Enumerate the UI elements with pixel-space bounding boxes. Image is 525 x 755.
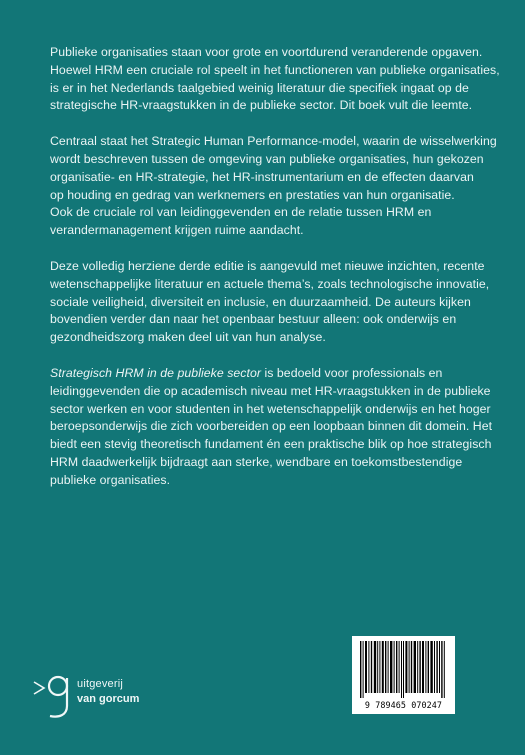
text-line: leidinggevenden die op academisch niveau met HR-vraagstukken in de publieke bbox=[50, 383, 491, 398]
publisher-name-bottom: van gorcum bbox=[77, 693, 140, 705]
text-line: HRM daadwerkelijk bijdraagt aan sterke, wendbare en toekomstbestendige bbox=[50, 454, 463, 469]
text-line: is er in het Nederlands taalgebied weinig literatuur die specifiek ingaat op de bbox=[50, 80, 469, 95]
text-line: sociale veiligheid, diversiteit en inclusie, en duurzaamheid. De auteurs kijken bbox=[50, 294, 471, 309]
vg-logo-icon bbox=[32, 672, 76, 720]
text-line: organisatie- en HR-strategie, het HR-instrumentarium en de effecten daarvan bbox=[50, 169, 474, 184]
text-line: biedt een stevig theoretisch fundament én een praktische blik op hoe strategisch bbox=[50, 437, 492, 452]
publisher-name-top: uitgeverij bbox=[77, 678, 124, 690]
text-line: beroepsonderwijs die zich voorbereiden op een loopbaan binnen dit domein. Het bbox=[50, 419, 493, 434]
text-line: bovendien verder dan naar het openbaar bestuur alleen: ook onderwijs en bbox=[50, 312, 457, 327]
paragraph-edition bbox=[50, 258, 490, 347]
back-cover-text bbox=[50, 44, 500, 508]
text-line bbox=[50, 365, 482, 383]
text-line: Deze volledig herziene derde editie is aangevuld met nieuwe inzichten, recente bbox=[50, 258, 485, 273]
text-line: Centraal staat het Strategic Human Performance-model, waarin de wisselwerking bbox=[50, 134, 497, 149]
isbn-barcode bbox=[352, 636, 455, 714]
book-title-italic: Strategisch HRM in de publieke sector bbox=[50, 365, 261, 380]
text-line: op houding en gedrag van werknemers en prestaties van hun organisatie. bbox=[50, 187, 455, 202]
text-line: gezondheidszorg maken deel uit van hun analyse. bbox=[50, 330, 326, 345]
isbn-number: 9 789465 070247 bbox=[364, 700, 443, 710]
text-line: Ook de cruciale rol van leidinggevenden en de relatie tussen HRM en bbox=[50, 205, 432, 220]
publisher-logo bbox=[32, 672, 162, 720]
paragraph-model bbox=[50, 133, 497, 240]
text-line: wetenschappelijke literatuur en actuele thema’s, zoals technologische innovatie, bbox=[50, 276, 490, 291]
text-line: verandermanagement krijgen ruime aandacht. bbox=[50, 223, 304, 238]
text-line: Hoewel HRM een cruciale rol speelt in het functioneren van publieke organisaties, bbox=[50, 62, 500, 77]
text-line: publieke organisaties. bbox=[50, 472, 171, 487]
text-line: sector werken en voor studenten in het wetenschappelijk onderwijs en het hoger bbox=[50, 401, 491, 416]
paragraph-intro bbox=[50, 44, 500, 115]
paragraph-audience bbox=[50, 365, 493, 490]
text-fragment: is bedoeld voor professionals en bbox=[261, 365, 443, 380]
text-line: Publieke organisaties staan voor grote en voortdurend veranderende opgaven. bbox=[50, 45, 483, 59]
barcode-bars bbox=[352, 636, 455, 700]
text-line: wordt beschreven tussen de omgeving van publieke organisaties, hun gekozen bbox=[50, 151, 484, 166]
text-line: strategische HR-vraagstukken in de publieke sector. Dit boek vult die leemte. bbox=[50, 98, 473, 113]
